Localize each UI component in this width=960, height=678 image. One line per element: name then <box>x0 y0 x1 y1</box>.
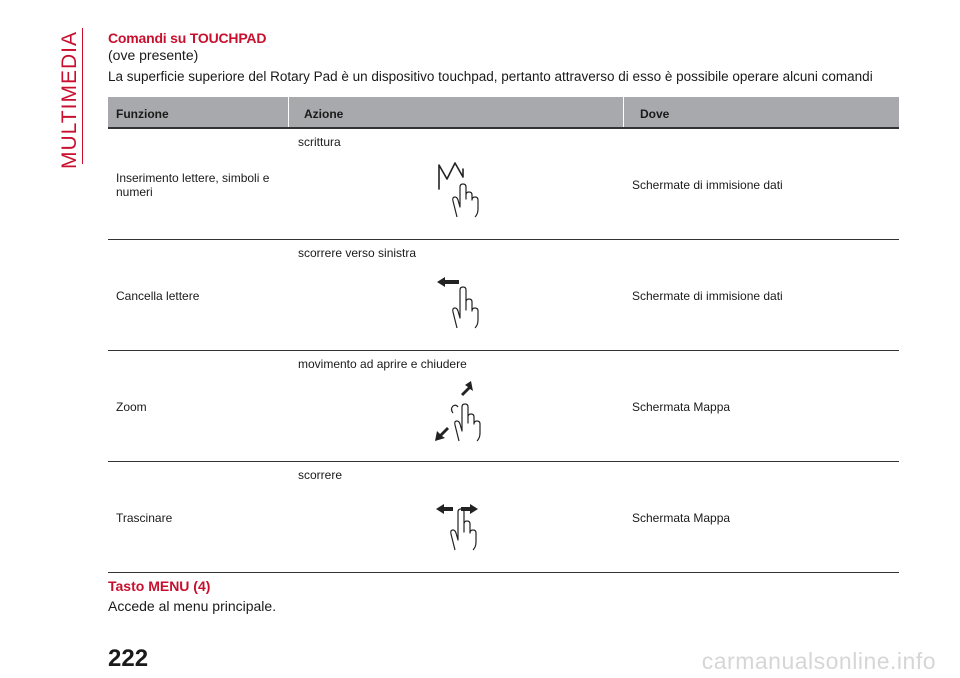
menu-section-title: Tasto MENU (4) <box>108 578 211 594</box>
row-azione: movimento ad aprire e chiudere <box>298 357 467 371</box>
pinch-zoom-gesture-icon <box>433 379 483 443</box>
row-azione: scorrere <box>298 468 343 482</box>
swipe-left-gesture-icon <box>433 268 483 332</box>
drag-gesture-icon <box>433 490 483 554</box>
section-intro: La superficie superiore del Rotary Pad è un dispositivo touchpad, pertanto attraverso di esso è possibile operare alcuni comandi <box>108 69 873 84</box>
header-azione: Azione <box>289 95 624 127</box>
header-dove: Dove <box>640 107 670 121</box>
row-dove: Schermate di immisione dati <box>632 288 783 303</box>
section-header <box>108 30 900 98</box>
site-watermark: carmanualsonline.info <box>701 648 936 674</box>
row-azione: scorrere verso sinistra <box>298 246 417 260</box>
row-funzione: Trascinare <box>116 510 173 525</box>
row-dove: Schermate di immisione dati <box>632 177 783 192</box>
section-side-label <box>55 30 85 170</box>
row-funzione: Zoom <box>116 399 147 414</box>
page-number: 222 <box>108 645 149 672</box>
row-funzione: Inserimento lettere, simboli e numeri <box>116 170 270 199</box>
table-row <box>108 351 899 462</box>
table-row <box>108 240 899 351</box>
handwriting-gesture-icon <box>433 157 483 221</box>
section-side-label-text: MULTIMEDIA <box>58 31 82 169</box>
table-row <box>108 462 899 573</box>
row-dove: Schermata Mappa <box>632 510 731 525</box>
table-row <box>108 129 899 240</box>
section-title: Comandi su TOUCHPAD <box>108 30 267 46</box>
section-subtitle: (ove presente) <box>108 47 199 63</box>
menu-section-description: Accede al menu principale. <box>108 598 277 614</box>
row-dove: Schermata Mappa <box>632 399 731 414</box>
row-azione: scrittura <box>298 135 341 149</box>
table-header <box>108 97 899 129</box>
touchpad-commands-table <box>108 97 899 573</box>
side-divider <box>82 28 83 164</box>
row-funzione: Cancella lettere <box>116 288 200 303</box>
header-funzione: Funzione <box>108 95 289 127</box>
